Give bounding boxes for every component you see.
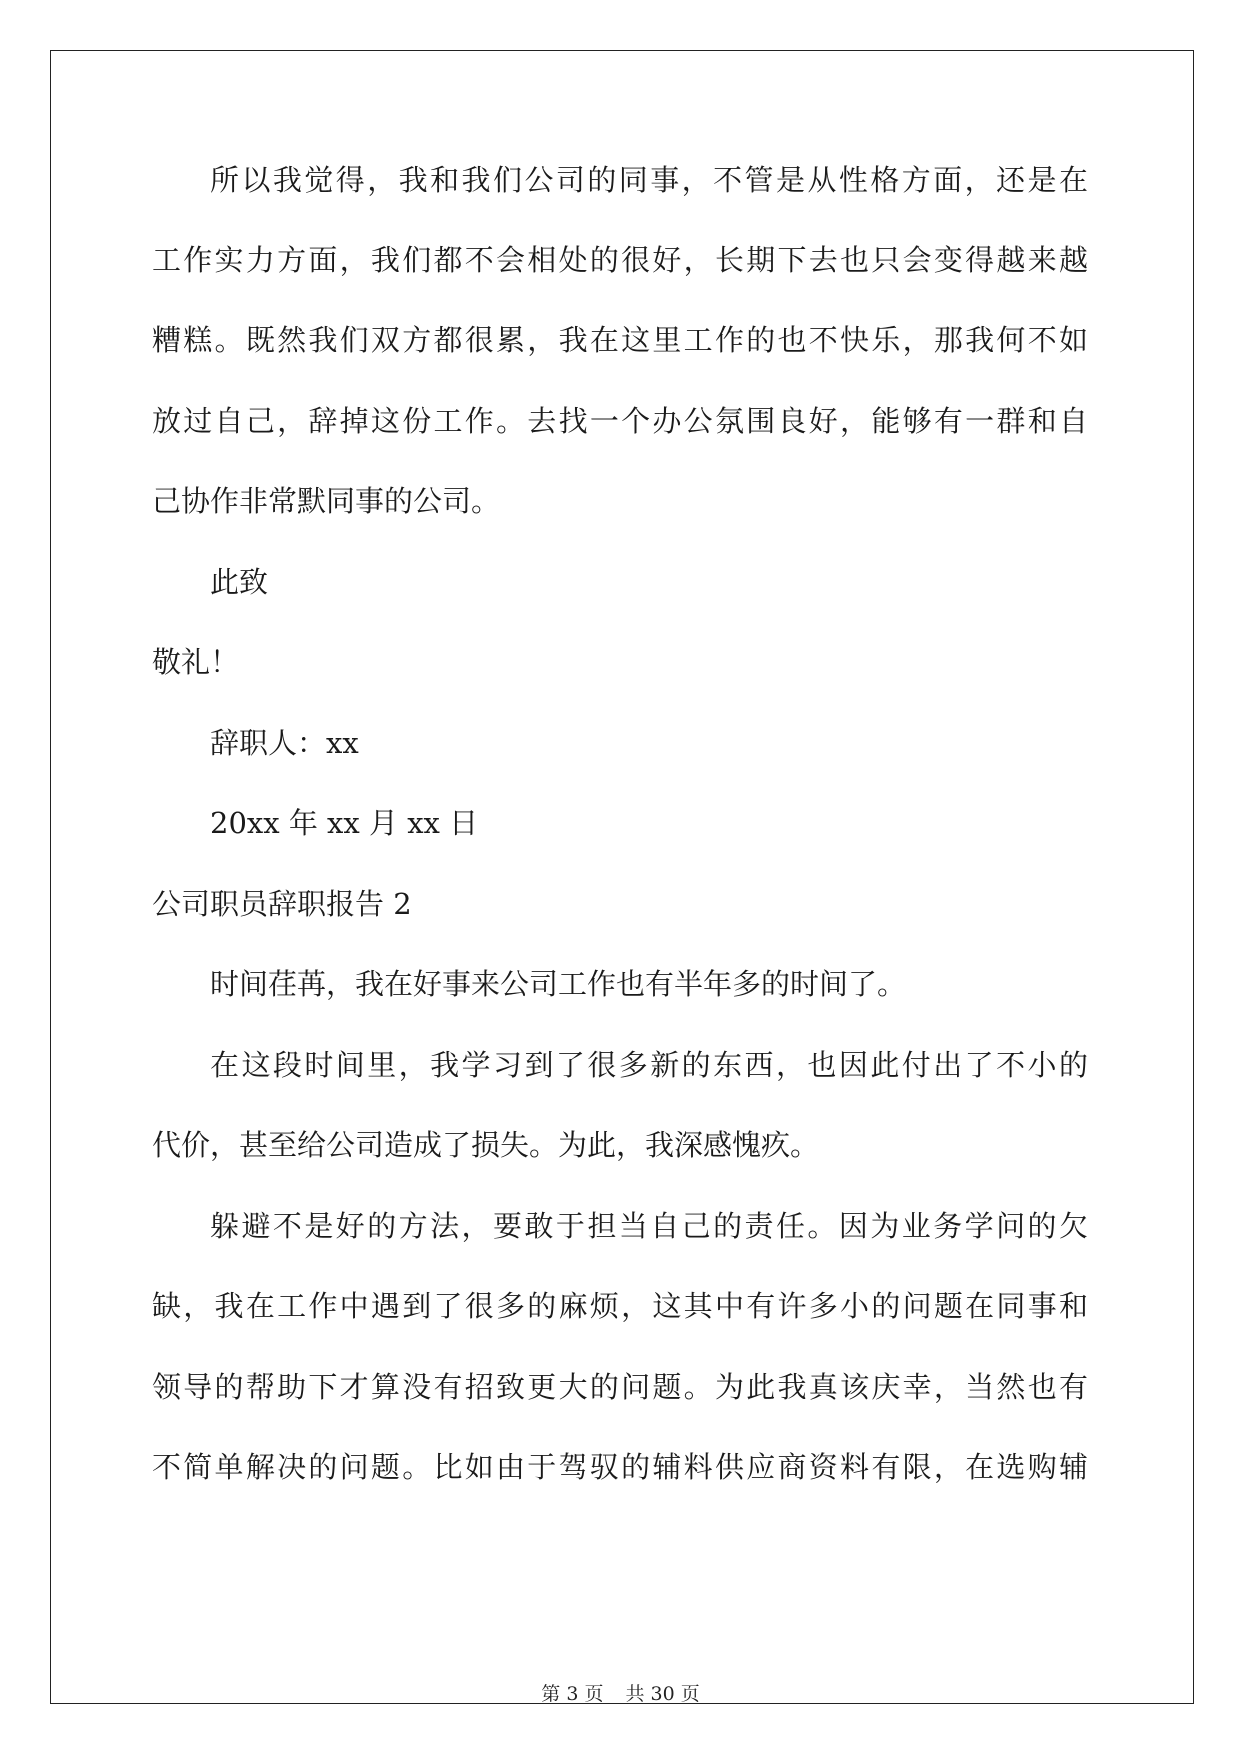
date-line: 20xx 年 xx 月 xx 日 <box>210 806 479 840</box>
text-line: 代价，甚至给公司造成了损失。为此，我深感愧疚。 <box>152 1128 820 1162</box>
total-pages: 共 30 页 <box>625 1683 700 1705</box>
text-line: 在这段时间里，我学习到了很多新的东西，也因此付出了不小的 <box>210 1048 1088 1082</box>
text-line: 领导的帮助下才算没有招致更大的问题。为此我真该庆幸，当然也有 <box>152 1370 1088 1404</box>
signature-line: 辞职人：xx <box>210 726 359 760</box>
text-line: 己协作非常默同事的公司。 <box>152 484 501 518</box>
text-line: 放过自己，辞掉这份工作。去找一个办公氛围良好，能够有一群和自 <box>152 404 1088 438</box>
text-line: 所以我觉得，我和我们公司的同事，不管是从性格方面，还是在 <box>210 163 1088 197</box>
closing-regards: 敬礼！ <box>152 645 240 679</box>
text-line: 不简单解决的问题。比如由于驾驭的辅料供应商资料有限，在选购辅 <box>152 1450 1088 1484</box>
text-line: 糟糕。既然我们双方都很累，我在这里工作的也不快乐，那我何不如 <box>152 323 1088 357</box>
text-line: 躲避不是好的方法，要敢于担当自己的责任。因为业务学问的欠 <box>210 1209 1088 1243</box>
text-line: 缺，我在工作中遇到了很多的麻烦，这其中有许多小的问题在同事和 <box>152 1289 1088 1323</box>
text-line: 工作实力方面，我们都不会相处的很好，长期下去也只会变得越来越 <box>152 243 1088 277</box>
page-footer <box>0 1682 1241 1706</box>
closing-salutation: 此致 <box>210 565 269 599</box>
section-heading: 公司职员辞职报告 2 <box>152 887 412 921</box>
text-line: 时间荏苒，我在好事来公司工作也有半年多的时间了。 <box>210 967 907 1001</box>
page-number: 第 3 页 <box>541 1683 604 1705</box>
